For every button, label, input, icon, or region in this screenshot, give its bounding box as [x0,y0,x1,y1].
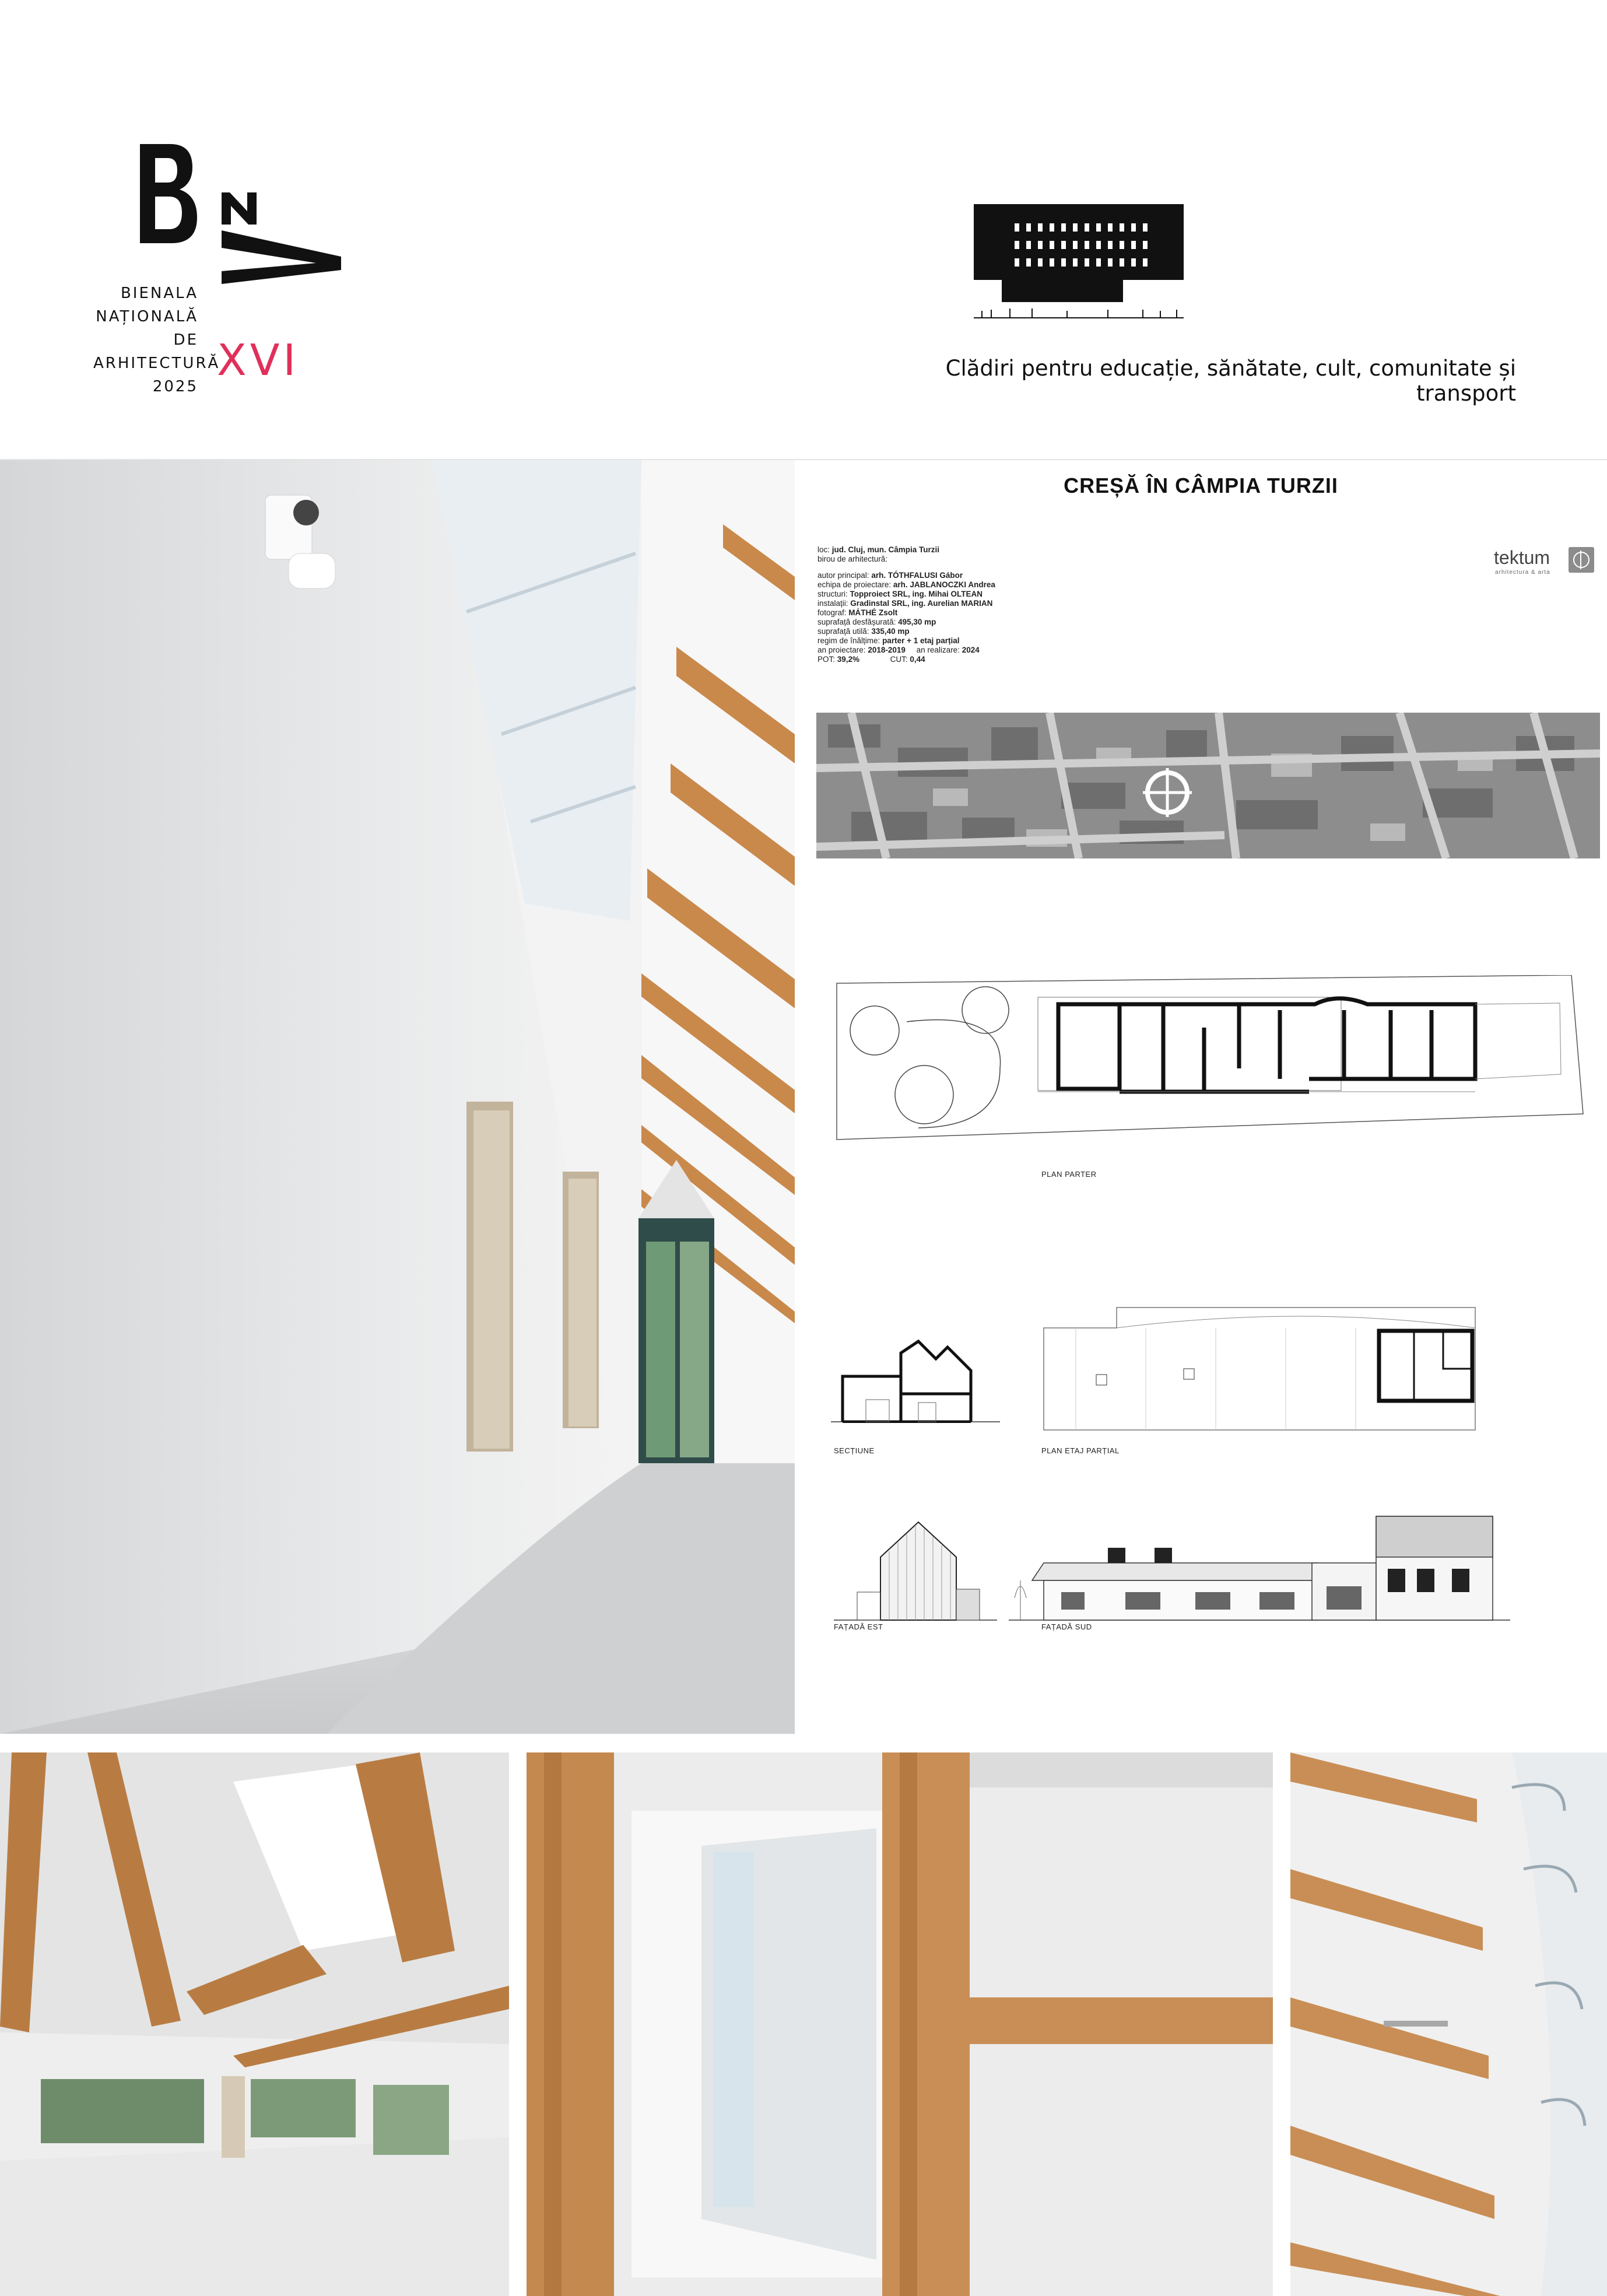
info-location: loc: jud. Cluj, mun. Câmpia Turzii [817,545,940,554]
project-info [817,545,1226,664]
info-usable-area: suprafață utilă: 335,40 mp [817,627,910,636]
info-photographer: fotograf: MÁTHÉ Zsolt [817,608,898,617]
info-installations: instalații: Gradinstal SRL, ing. Aurelian MARIAN [817,599,993,608]
office-name: tektum [1494,547,1550,568]
project-title: CREȘĂ ÎN CÂMPIA TURZII [1064,474,1338,497]
label-facade-east: FAȚADĂ EST [834,1622,883,1631]
roof-beams-photo [1290,1752,1607,2296]
bna-logo-mark [134,137,350,289]
skylight-beams-photo [527,1752,1273,2296]
section-drawing [831,1335,1000,1423]
office-tagline: arhitectura & arta [1495,569,1550,576]
info-team: echipa de proiectare: arh. JABLANOCZKI Andrea [817,580,995,589]
east-facade-drawing [834,1516,997,1621]
info-office: birou de arhitectură: [817,555,888,563]
info-author: autor principal: arh. TÓTHFALUSI Gábor [817,571,963,580]
south-facade-drawing [1009,1510,1510,1621]
logo-line-4: ARHITECTURĂ [93,355,220,372]
office-logo [1494,545,1599,581]
info-indices: POT: 39,2% CUT: 0,44 [817,655,925,664]
building-elevation-icon [974,201,1184,324]
corridor-photo [0,460,795,1734]
logo-line-2: NAȚIONALĂ [96,308,198,325]
logo-line-1: BIENALA [120,285,198,302]
logo-line-3: DE [173,331,198,349]
site-aerial-map [816,713,1600,858]
label-plan-ground: PLAN PARTER [1041,1170,1097,1179]
label-section: SECȚIUNE [834,1446,875,1455]
info-years: an proiectare: 2018-2019 an realizare: 2024 [817,646,980,654]
info-structures: structuri: Topproiect SRL, ing. Mihai OLTEAN [817,590,983,598]
edition-number: XVI [217,335,300,385]
info-height-regime: regim de înălțime: parter + 1 etaj parțial [817,636,960,645]
group-room-photo [0,1752,509,2296]
label-facade-south: FAȚADĂ SUD [1041,1622,1092,1631]
tektum-plus-icon [1569,547,1594,573]
ground-floor-plan [831,975,1592,1141]
logo-line-5: 2025 [152,378,198,395]
info-gross-area: suprafață desfășurată: 495,30 mp [817,618,936,626]
category-title: Clădiri pentru educație, sănătate, cult, comunitate și transport [945,356,1516,406]
upper-floor-plan [1041,1305,1478,1432]
label-plan-upper: PLAN ETAJ PARȚIAL [1041,1446,1120,1455]
